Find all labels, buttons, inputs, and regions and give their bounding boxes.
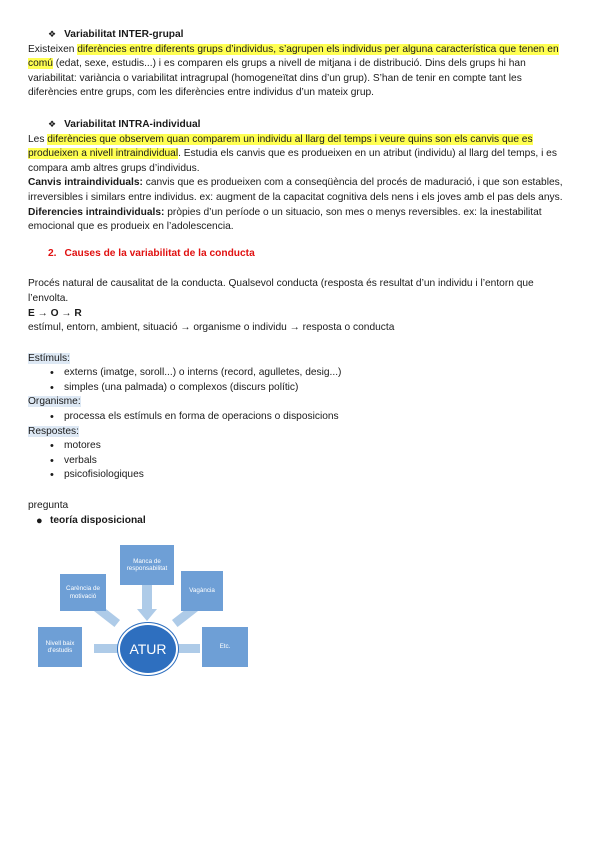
section-2-title: 2. Causes de la variabilitat de la conducta: [48, 247, 255, 259]
proces-paragraph: Procés natural de causalitat de la conducta. Qualsevol conducta (resposta és resultat d’un individu i l’entorn que l’envolta.: [28, 278, 534, 304]
list-item: • verbals: [64, 454, 566, 469]
intra-paragraph: Les diferències que observem quan comparem un individu al llarg del temps i veure quins son els canvis que es produeixen a nivell intraindividual. Estudia els canvis que es produeixen en un atribut (individu) al llarg del temps, i es compara amb altres grups d’individus.: [28, 133, 557, 174]
intra-highlight: diferències que observem quan comparem un individu al llarg del temps i veure quins son els canvis que es produeixen a nivell intraindividual: [28, 133, 533, 160]
pregunta-text: pregunta: [28, 500, 69, 512]
formula: E → O → R: [28, 307, 82, 319]
estimuls-list: [28, 366, 566, 395]
atur-diagram: [28, 541, 258, 681]
diagram-box-motivacio: Carència de motivació: [60, 574, 106, 611]
bullet-icon: ●: [36, 514, 43, 527]
diferencies-paragraph: Diferencies intraindividuals: pròpies d’un període o un situacio, son mes o menys reversibles. ex: la inestabilitat emocional que es produeix en l’adolescencia.: [28, 206, 542, 233]
list-item: • motores: [64, 439, 566, 454]
arrow-top-head: [137, 609, 157, 621]
diagram-box-vagancia: Vagància: [181, 571, 223, 611]
formula-description: estímul, entorn, ambient, situació → organisme o individu → resposta o conducta: [28, 322, 395, 334]
intra-heading: ❖ Variabilitat INTRA-individual: [48, 118, 201, 130]
arrow-top: [142, 585, 152, 611]
inter-heading: ❖ Variabilitat INTER-grupal: [48, 29, 184, 40]
respostes-label: Respostes:: [28, 425, 79, 437]
document-page: [28, 27, 566, 528]
diagram-center-atur: ATUR: [118, 623, 178, 675]
organisme-label: Organisme:: [28, 396, 81, 408]
diagram-box-estudis: Nivell baix d'estudis: [38, 627, 82, 667]
inter-highlight: diferències entre diferents grups d’individus, s’agrupen els individus per alguna característica que tenen en comú: [28, 43, 559, 70]
canvis-paragraph: Canvis intraindividuals: canvis que es produeixen com a conseqüència del procés de maduració, i que son estables, irreversibles i similars entre individus. ex: augment de la capacitat cognitiva dels nens i els joves amb el pas dels anys.: [28, 177, 563, 203]
respostes-list: [28, 439, 566, 483]
diagram-box-responsabilitat: Manca de responsabilitat: [120, 545, 174, 585]
diamond-bullet-icon: ❖: [48, 118, 57, 129]
list-item: • simples (una palmada) o complexos (discurs polític): [64, 381, 566, 396]
arrow-right-bottom: [176, 644, 200, 653]
list-item: • processa els estímuls en forma de operacions o disposicions: [64, 410, 566, 425]
inter-paragraph: Existeixen diferències entre diferents grups d’individus, s’agrupen els individus per alguna característica que tenen en comú (edat, sexe, estudis...) i es comparen els grups a nivell de mitjana i de distribució. Dins dels grups hi han variabilitat: variància o variabilitat intragrupal (homogeneïtat dins d’un grup). S’han de tenir en compte tant les diferències entre grups, com les diferències entre individus d’un mateix grup.: [28, 43, 559, 99]
arrow-left-bottom: [94, 644, 118, 653]
organisme-list: [28, 410, 566, 425]
diamond-bullet-icon: ❖: [48, 29, 57, 39]
estimuls-label: Estímuls:: [28, 352, 70, 364]
list-item: • externs (imatge, soroll...) o interns (record, agulletes, desig...): [64, 366, 566, 381]
teoria-disposicional-item: ● teoría disposicional: [36, 514, 146, 527]
diagram-box-etc: Etc.: [202, 627, 248, 667]
list-item: • psicofisiologiques: [64, 468, 566, 483]
